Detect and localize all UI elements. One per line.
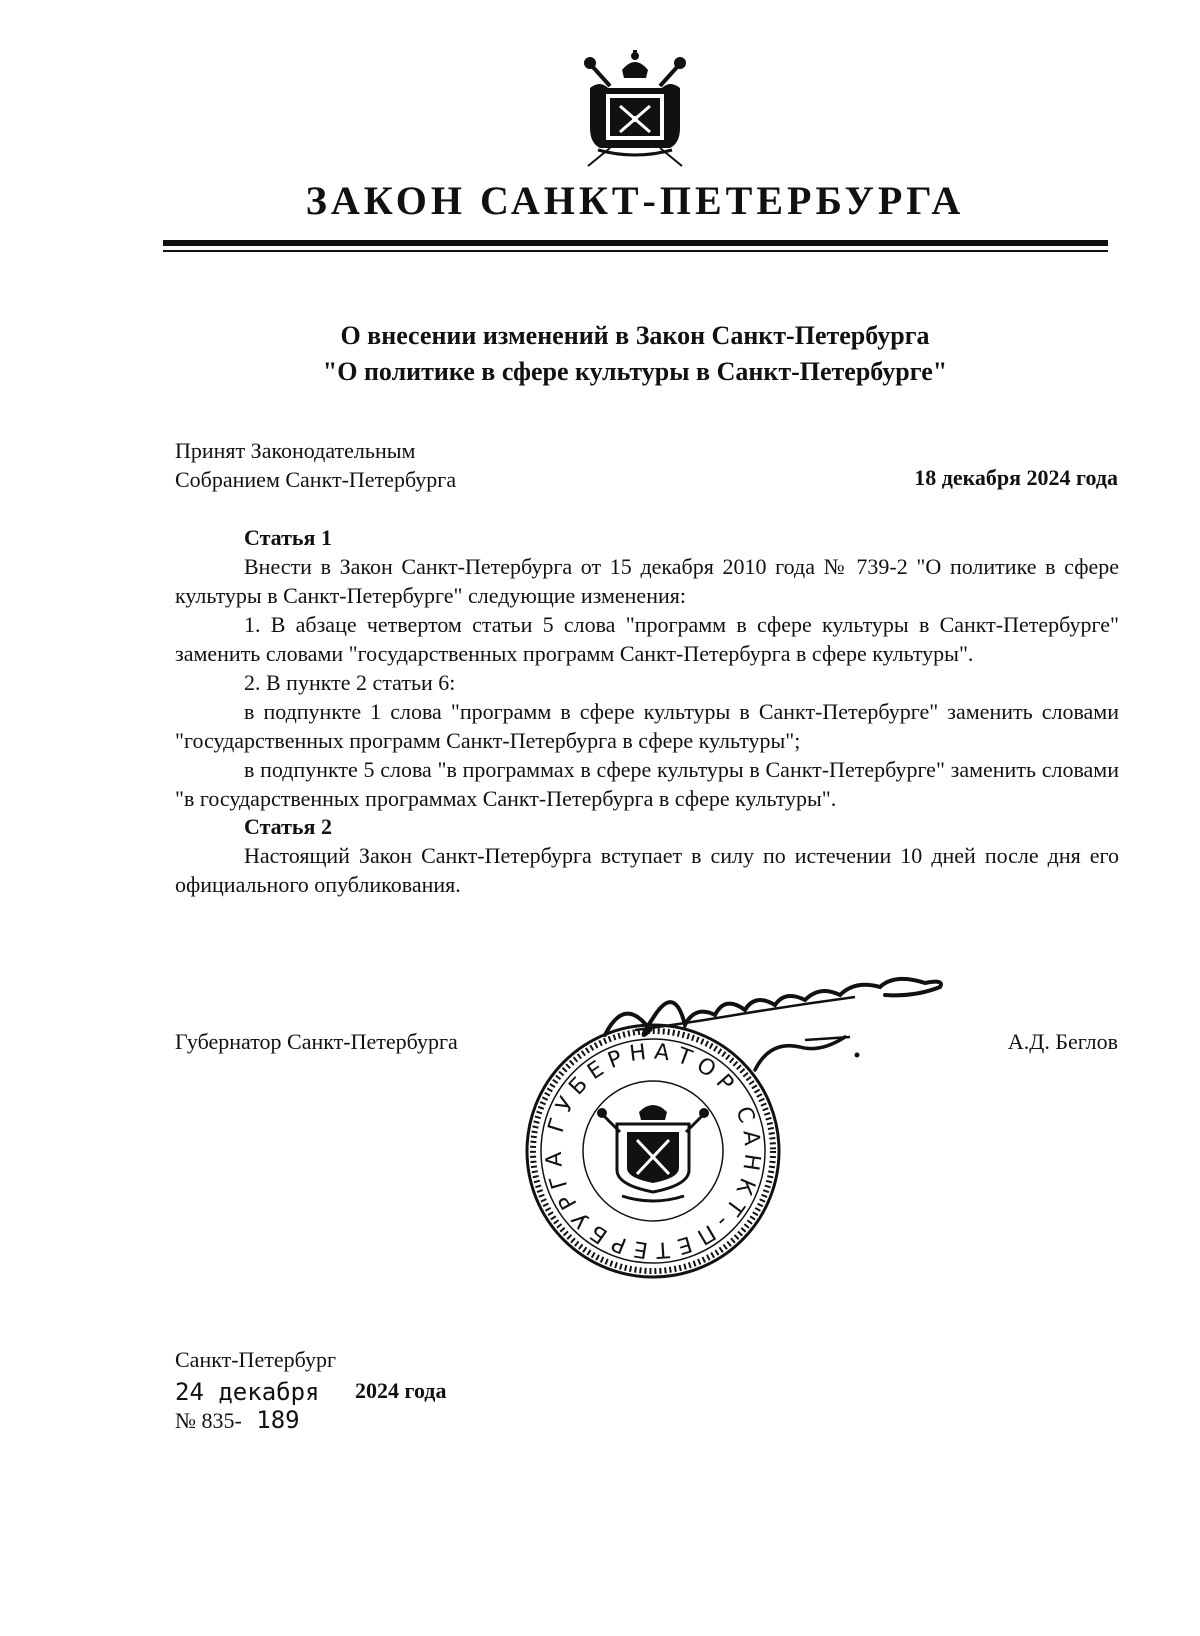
article-2-paragraph-1: Настоящий Закон Санкт-Петербурга вступает в силу по истечении 10 дней после дня его официального опубликования. [175,843,1119,897]
article-1-paragraph-4: в подпункте 1 слова "программ в сфере культуры в Санкт-Петербурге" заменить словами "государственных программ Санкт-Петербурга в сфере культуры"; [175,699,1119,753]
article-1-heading: Статья 1 [244,525,332,550]
adoption-line-2: Собранием Санкт-Петербурга [175,467,457,492]
article-1-paragraph-2: 1. В абзаце четвертом статьи 5 слова "программ в сфере культуры в Санкт-Петербурге" заменить словами "государственных программ Санкт-Петербурга в сфере культуры". [175,612,1119,666]
header-rule-thick [163,240,1108,246]
signatory-name: А.Д. Беглов [1007,1029,1118,1054]
law-header: ЗАКОН САНКТ-ПЕТЕРБУРГА [305,178,965,223]
registration-number [175,1406,300,1434]
article-1-paragraph-3: 2. В пункте 2 статьи 6: [244,670,456,695]
article-2-heading: Статья 2 [244,814,332,839]
adoption-statement [175,436,456,494]
adoption-date: 18 декабря 2024 года [914,465,1118,490]
adoption-line-1: Принят Законодательным [175,438,416,463]
signatory-position: Губернатор Санкт-Петербурга [175,1029,458,1054]
article-1 [175,523,1119,813]
seal-text: ГУБЕРНАТОР САНКТ-ПЕТЕРБУРГА [541,1039,765,1263]
registration-number-prefix: № 835- [175,1408,242,1433]
signing-date-year: 2024 года [355,1378,447,1403]
law-title-line-1: О внесении изменений в Закон Санкт-Петербурга [340,321,930,350]
governor-signature [595,975,995,1085]
law-title [160,318,1110,390]
signing-place: Санкт-Петербург [175,1347,336,1372]
header-rule-thin [163,250,1108,252]
article-2 [175,812,1119,899]
coat-of-arms-emblem [570,48,700,173]
law-title-line-2: "О политике в сфере культуры в Санкт-Петербурге" [322,357,948,386]
article-1-paragraph-5: в подпункте 5 слова "в программах в сфере культуры в Санкт-Петербурге" заменить словами "в государственных программах Санкт-Петербурга в сфере культуры". [175,757,1119,811]
registration-number-suffix: 189 [241,1406,300,1434]
signing-date-day-month: 24 декабря [175,1378,320,1406]
article-1-paragraph-1: Внести в Закон Санкт-Петербурга от 15 декабря 2010 года № 739-2 "О политике в сфере культуры в Санкт-Петербурге" следующие изменения: [175,554,1119,608]
